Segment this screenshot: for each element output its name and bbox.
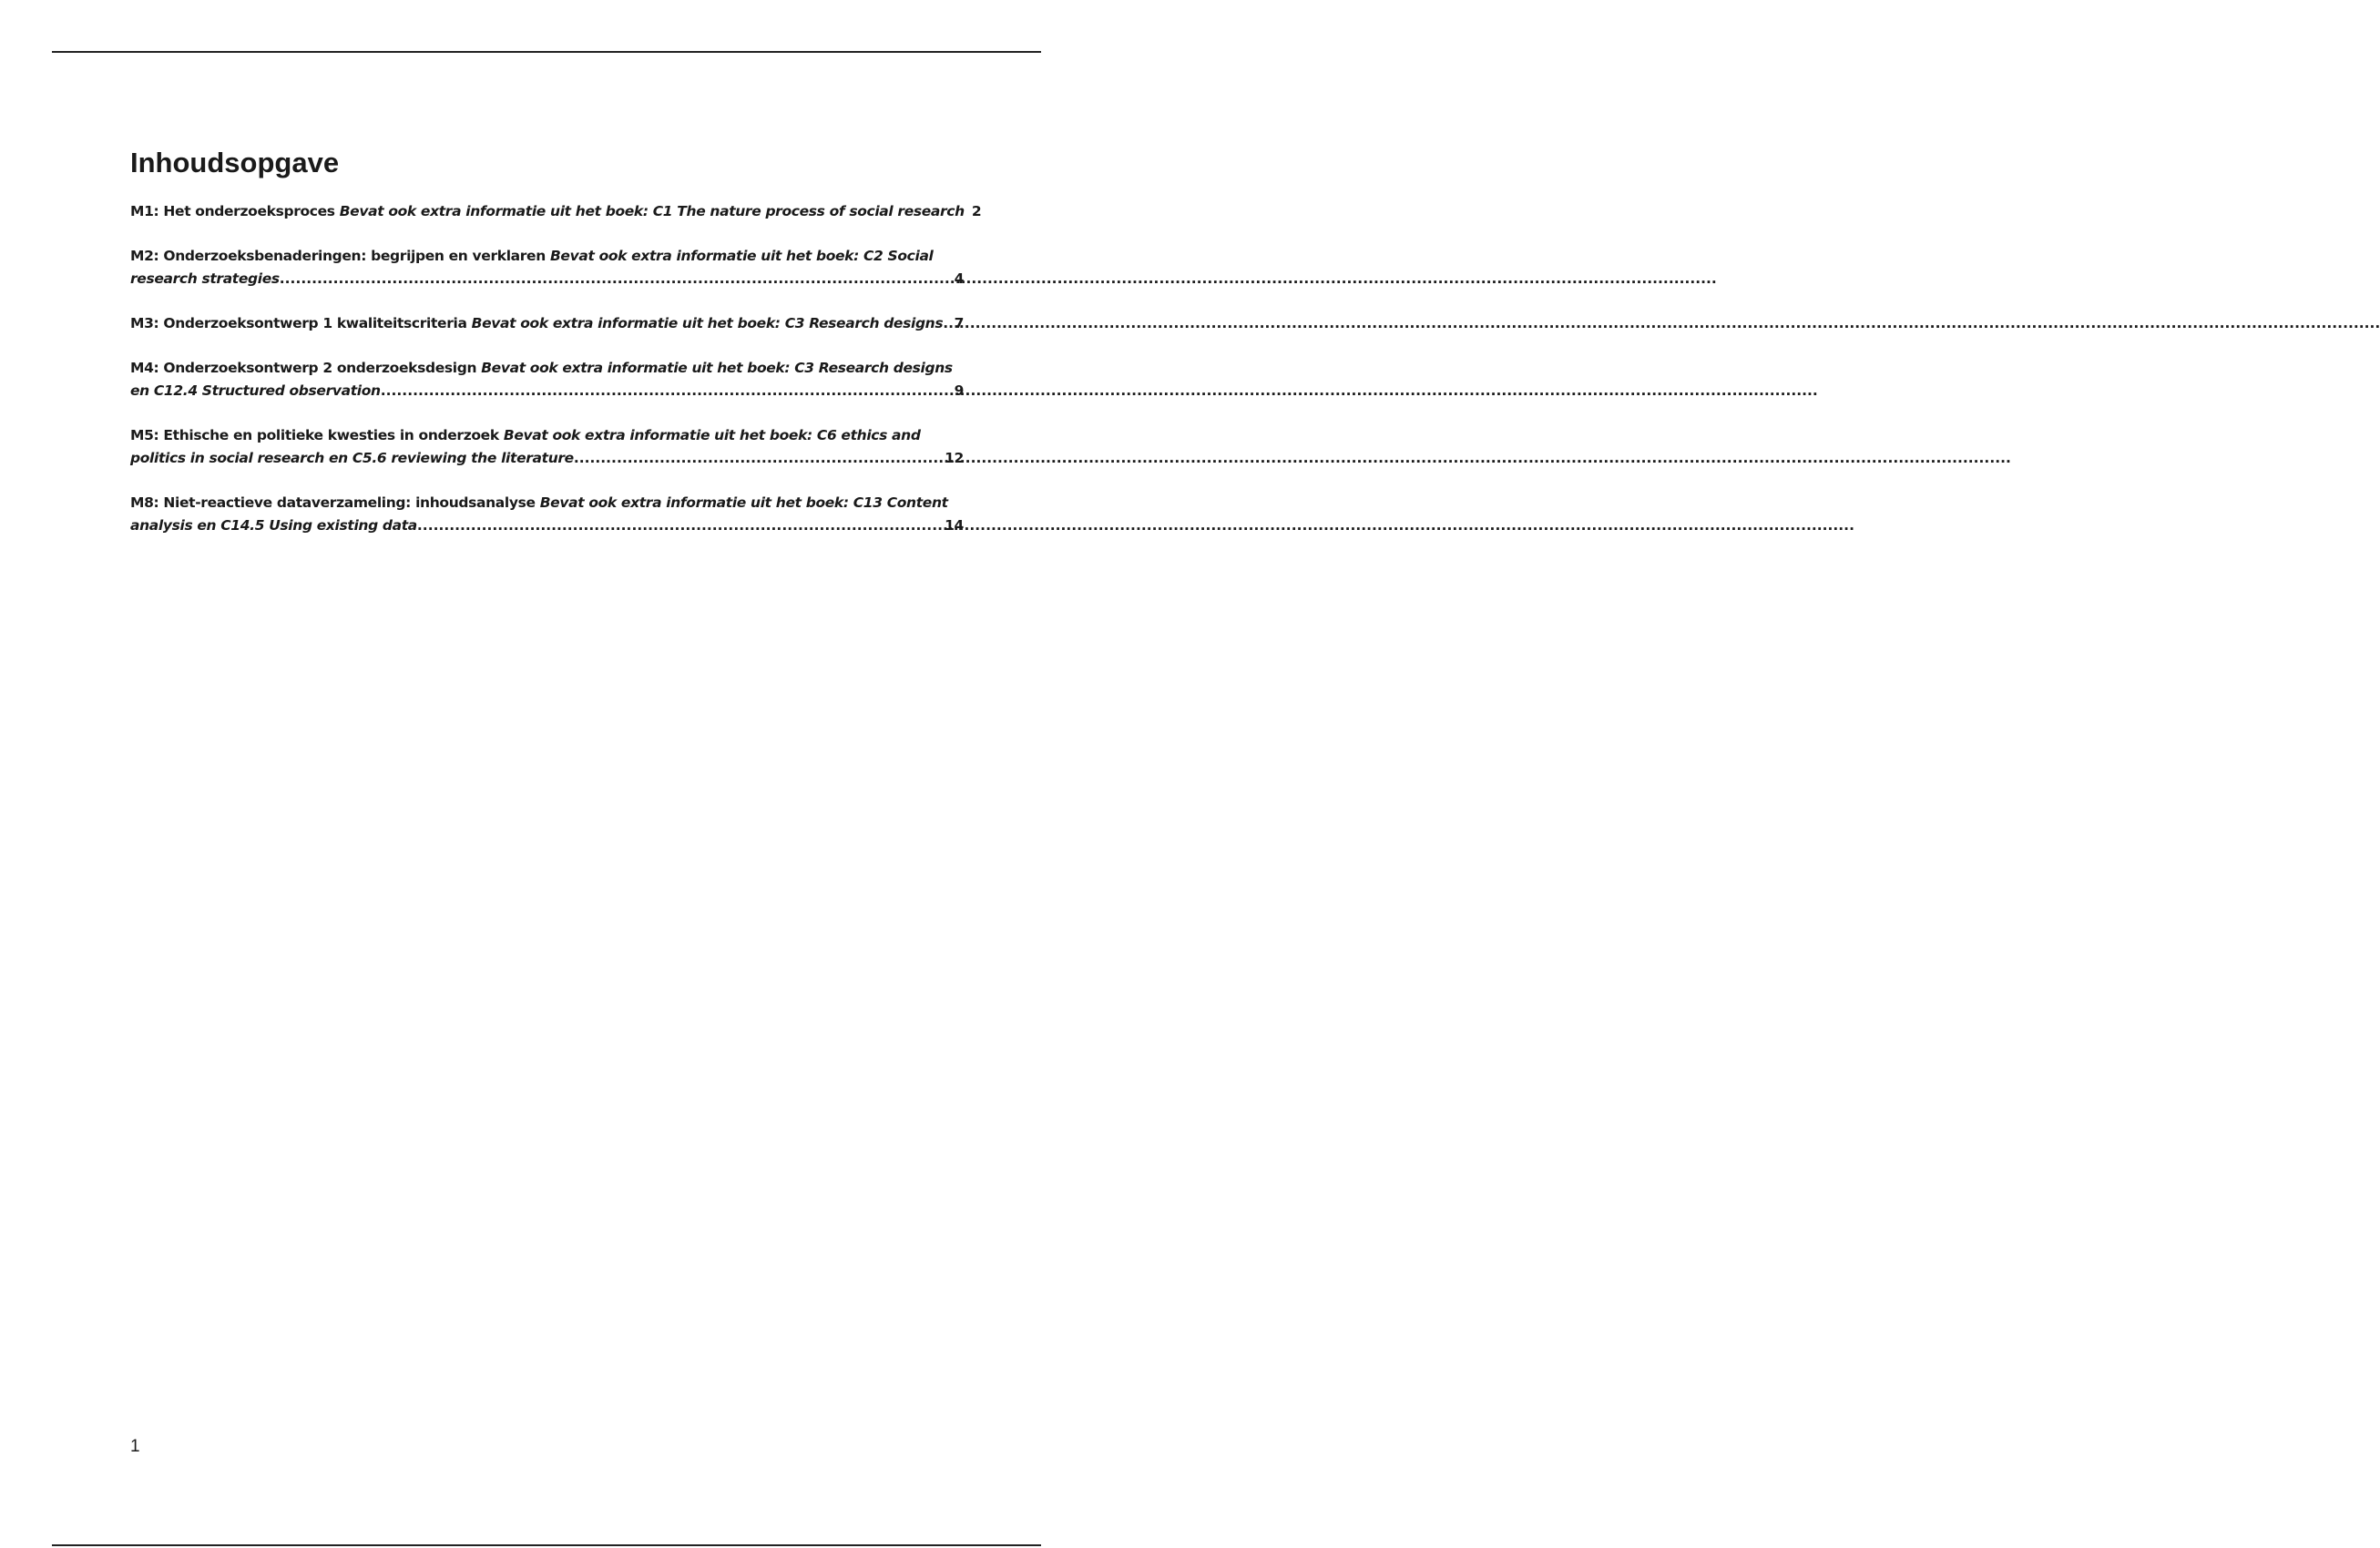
toc-leader-dots	[417, 514, 943, 537]
toc-page-number: 4	[954, 270, 964, 287]
toc-entry-m3[interactable]	[130, 312, 964, 335]
toc-entry-title: M3: Onderzoeksontwerp 1 kwaliteitscriteria	[130, 315, 472, 331]
toc-entry-subtitle: Bevat ook extra informatie uit het boek: C2 Social	[549, 248, 934, 264]
toc-entry-m2[interactable]	[130, 245, 964, 290]
toc-entry-subtitle-continued: analysis en C14.5 Using existing data	[130, 517, 417, 534]
toc-entry-subtitle: Bevat ook extra informatie uit het boek: C1 The nature process of social research	[339, 203, 965, 219]
toc-entry-m1[interactable]	[130, 200, 982, 223]
toc-entry-subtitle-continued: research strategies	[130, 270, 280, 287]
toc-page-number: 2	[971, 203, 982, 219]
toc-page-number: 14	[945, 517, 964, 534]
toc-section	[130, 146, 982, 559]
toc-entry-subtitle: Bevat ook extra informatie uit het boek: C13 Content	[539, 494, 948, 511]
toc-page-number: 12	[945, 450, 964, 466]
footer-rule	[52, 1544, 1041, 1546]
footer-page-number: 1	[130, 1437, 140, 1456]
toc-entry-title: M5: Ethische en politieke kwesties in onderzoek	[130, 427, 504, 443]
toc-heading: Inhoudsopgave	[130, 147, 340, 178]
toc-entry-subtitle: Bevat ook extra informatie uit het boek: C3 Research designs	[471, 315, 944, 331]
toc-leader-dots	[574, 447, 943, 470]
toc-page-number: 7	[954, 315, 964, 331]
toc-entry-title: M4: Onderzoeksontwerp 2 onderzoeksdesign	[130, 360, 482, 376]
toc-entry-title: M1: Het onderzoeksproces	[130, 203, 340, 219]
toc-leader-dots	[381, 380, 953, 402]
toc-entry-subtitle: Bevat ook extra informatie uit het boek: C3 Research designs	[481, 360, 953, 376]
header-rule	[52, 51, 1041, 53]
toc-entry-title: M8: Niet-reactieve dataverzameling: inhoudsanalyse	[130, 494, 540, 511]
toc-entry-subtitle-continued: en C12.4 Structured observation	[130, 382, 381, 399]
toc-leader-dots	[943, 312, 952, 335]
toc-page-number: 9	[954, 382, 964, 399]
toc-entry-m4[interactable]	[130, 357, 964, 402]
toc-list	[130, 200, 982, 537]
toc-entry-subtitle: Bevat ook extra informatie uit het boek: C6 ethics and	[503, 427, 921, 443]
toc-leader-dots	[280, 268, 953, 290]
toc-entry-m8[interactable]	[130, 492, 964, 537]
toc-entry-subtitle-continued: politics in social research en C5.6 reviewing the literature	[130, 450, 574, 466]
toc-entry-title: M2: Onderzoeksbenaderingen: begrijpen en verklaren	[130, 248, 550, 264]
toc-entry-m5[interactable]	[130, 424, 964, 470]
